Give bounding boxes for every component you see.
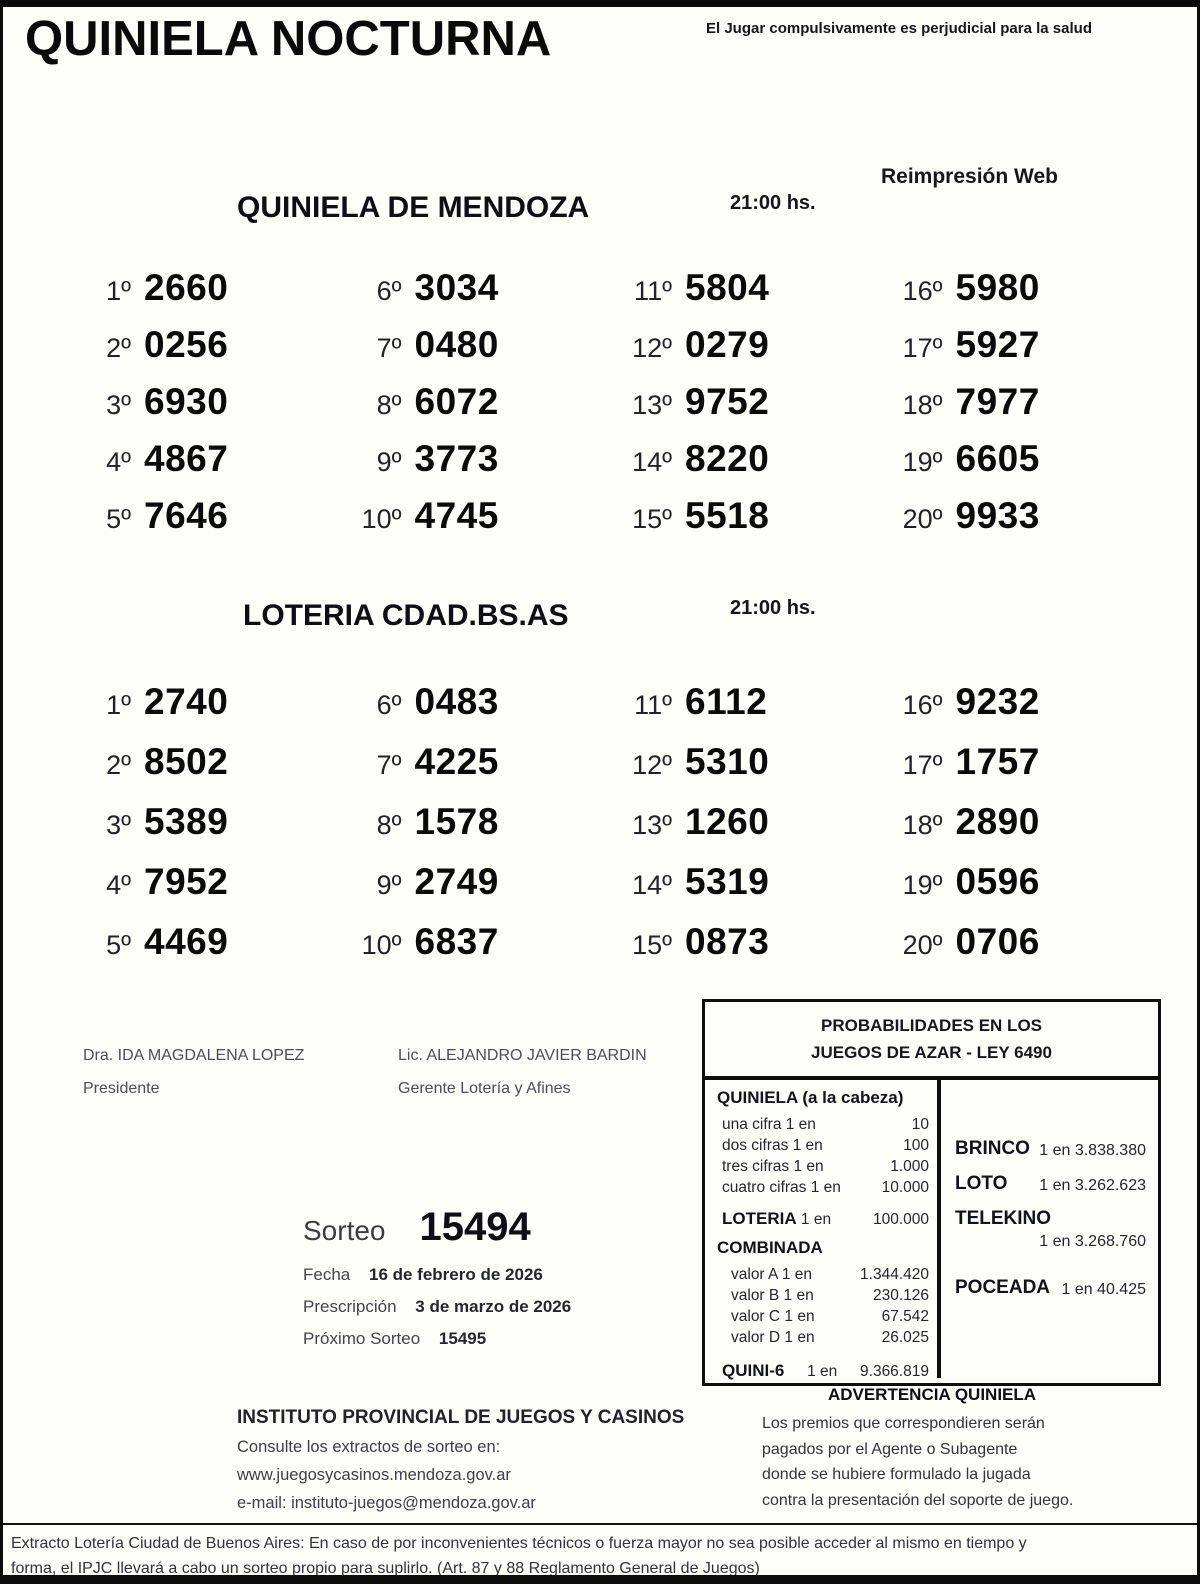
probabilities-body	[705, 1080, 1158, 1378]
result-rank: 18º	[902, 390, 943, 420]
result-cell	[336, 681, 607, 741]
draw-title-mendoza: QUINIELA DE MENDOZA	[237, 191, 590, 224]
result-cell	[336, 438, 607, 495]
result-cell	[65, 801, 336, 861]
result-rank: 11º	[634, 276, 672, 306]
instituto-consulte-line: Consulte los extractos de sorteo en:	[237, 1438, 501, 1456]
result-cell	[606, 267, 877, 324]
result-rank: 20º	[902, 930, 943, 960]
fecha-line	[303, 1265, 571, 1285]
result-cell	[336, 267, 607, 324]
result-cell	[606, 741, 877, 801]
game-name: BRINCO	[955, 1138, 1030, 1159]
result-number: 2890	[955, 801, 1040, 842]
result-cell	[336, 381, 607, 438]
result-cell	[606, 324, 877, 381]
result-rank: 19º	[902, 870, 943, 900]
game-odds-brinco	[955, 1138, 1146, 1160]
loteria-value: 100.000	[872, 1211, 929, 1228]
probabilities-right-column	[941, 1080, 1158, 1378]
signature-name: Dra. IDA MAGDALENA LOPEZ	[83, 1047, 305, 1064]
result-number: 4225	[414, 741, 499, 782]
result-rank: 5º	[106, 930, 131, 960]
loteria-label: LOTERIA	[722, 1209, 797, 1228]
result-number: 5804	[685, 267, 770, 308]
loteria-label-group	[722, 1208, 831, 1230]
result-cell	[65, 741, 336, 801]
loteria-row	[717, 1208, 929, 1230]
game-name: LOTO	[955, 1173, 1008, 1194]
result-cell	[65, 267, 336, 324]
result-number: 0256	[144, 324, 229, 365]
result-number: 5980	[955, 267, 1040, 308]
quini6-label: QUINI-6	[722, 1361, 785, 1380]
prescripcion-value: 3 de marzo de 2026	[415, 1297, 572, 1316]
result-number: 0279	[685, 324, 770, 365]
result-number: 5319	[685, 861, 770, 902]
result-rank: 14º	[632, 870, 672, 900]
result-number: 5389	[144, 801, 229, 842]
instituto-name: INSTITUTO PROVINCIAL DE JUEGOS Y CASINOS	[237, 1407, 685, 1428]
instituto-block	[237, 1407, 684, 1513]
sorteo-line	[303, 1205, 571, 1250]
result-rank: 13º	[632, 810, 672, 840]
probability-label: valor D 1 en	[731, 1329, 815, 1346]
result-cell	[65, 921, 336, 981]
result-rank: 16º	[902, 276, 943, 306]
result-rank: 2º	[106, 750, 131, 780]
result-number: 1757	[955, 741, 1040, 782]
result-number: 0596	[955, 861, 1040, 902]
probability-label: una cifra 1 en	[722, 1116, 816, 1133]
result-cell	[65, 381, 336, 438]
result-number: 6112	[685, 681, 768, 722]
probability-label: valor B 1 en	[731, 1287, 814, 1304]
result-cell	[877, 381, 1148, 438]
advertencia-title: ADVERTENCIA QUINIELA	[827, 1385, 1037, 1404]
probability-value: 1.000	[890, 1158, 929, 1175]
result-number: 3773	[414, 438, 499, 479]
result-number: 8220	[685, 438, 770, 479]
result-cell	[65, 438, 336, 495]
probability-label: dos cifras 1 en	[722, 1137, 823, 1154]
health-warning: El Jugar compulsivamente es perjudicial para la salud	[706, 20, 1092, 37]
result-number: 6072	[414, 381, 499, 422]
result-number: 9933	[955, 495, 1040, 536]
result-number: 0483	[414, 681, 499, 722]
footer-line: forma, el IPJC llevará a cabo un sorteo propio para suplirlo. (Art. 87 y 88 Reglamento General de Juegos)	[11, 1560, 760, 1577]
instituto-email: e-mail: instituto-juegos@mendoza.gov.ar	[237, 1494, 536, 1512]
probability-value: 10	[911, 1116, 929, 1133]
probability-row	[717, 1306, 929, 1327]
result-cell	[877, 438, 1148, 495]
result-rank: 17º	[902, 750, 943, 780]
footer-disclaimer	[3, 1523, 1197, 1581]
result-cell	[336, 801, 607, 861]
result-rank: 10º	[361, 930, 402, 960]
result-rank: 20º	[902, 504, 943, 534]
advertencia-line: donde se hubiere formulado la jugada	[762, 1466, 1031, 1483]
result-number: 1578	[414, 801, 499, 842]
result-rank: 16º	[902, 690, 943, 720]
result-rank: 1º	[106, 276, 131, 306]
probability-row	[717, 1327, 929, 1348]
result-number: 2740	[144, 681, 229, 722]
result-rank: 8º	[376, 810, 402, 840]
result-rank: 5º	[106, 504, 131, 534]
prescripcion-label: Prescripción	[303, 1297, 397, 1316]
result-number: 6605	[955, 438, 1040, 479]
prescripcion-line	[303, 1297, 571, 1317]
instituto-website: www.juegosycasinos.mendoza.gov.ar	[237, 1466, 511, 1484]
quini6-value: 9.366.819	[860, 1363, 929, 1380]
signature-presidente	[83, 1047, 304, 1098]
result-cell	[65, 324, 336, 381]
footer-line: Extracto Lotería Ciudad de Buenos Aires: En caso de por inconvenientes técnicos o fuerza mayor no sea posible acceder al mismo en tiempo y	[11, 1535, 1027, 1552]
result-number: 0873	[685, 921, 770, 962]
result-rank: 11º	[634, 690, 672, 720]
quini6-row	[717, 1360, 929, 1382]
probability-row	[717, 1285, 929, 1306]
result-number: 1260	[685, 801, 770, 842]
game-name: POCEADA	[955, 1277, 1051, 1298]
game-odds-telekino	[955, 1208, 1146, 1251]
probability-row	[717, 1114, 929, 1135]
result-number: 2749	[414, 861, 499, 902]
result-cell	[606, 801, 877, 861]
signature-role: Presidente	[83, 1080, 160, 1097]
result-rank: 2º	[106, 333, 131, 363]
result-cell	[606, 438, 877, 495]
fecha-label: Fecha	[303, 1265, 351, 1284]
result-number: 5310	[685, 741, 770, 782]
advertencia-line: pagados por el Agente o Subagente	[762, 1440, 1018, 1458]
quini6-label-group	[722, 1360, 784, 1382]
result-number: 5927	[955, 324, 1040, 365]
result-number: 6837	[414, 921, 499, 962]
result-number: 6930	[144, 381, 229, 422]
result-number: 0706	[955, 921, 1040, 962]
result-cell	[65, 861, 336, 921]
sorteo-label: Sorteo	[303, 1215, 386, 1246]
result-rank: 19º	[902, 447, 943, 477]
draw-time-bsas: 21:00 hs.	[730, 597, 816, 619]
probability-value: 67.542	[881, 1308, 929, 1325]
result-rank: 3º	[106, 390, 131, 420]
result-cell	[336, 324, 607, 381]
page-title: QUINIELA NOCTURNA	[25, 12, 552, 66]
results-grid-mendoza	[65, 267, 1147, 552]
proximo-sorteo-value: 15495	[438, 1329, 487, 1348]
probability-row	[717, 1177, 929, 1198]
advertencia-line: contra la presentación del soporte de juego.	[762, 1491, 1074, 1509]
game-odds: 1 en 40.425	[1061, 1281, 1146, 1298]
result-number: 4469	[144, 921, 229, 962]
result-rank: 10º	[361, 504, 402, 534]
result-cell	[606, 381, 877, 438]
result-cell	[606, 861, 877, 921]
game-odds-poceada	[955, 1277, 1146, 1299]
result-cell	[877, 267, 1148, 324]
draw-title-bsas: LOTERIA CDAD.BS.AS	[243, 599, 569, 632]
result-rank: 6º	[376, 276, 402, 306]
result-cell	[336, 495, 607, 552]
result-number: 4745	[414, 495, 499, 536]
result-number: 9232	[955, 681, 1040, 722]
result-rank: 3º	[106, 810, 131, 840]
result-rank: 9º	[376, 870, 402, 900]
result-rank: 4º	[106, 447, 131, 477]
result-rank: 12º	[632, 333, 672, 363]
probability-label: tres cifras 1 en	[722, 1158, 824, 1175]
result-cell	[336, 921, 607, 981]
probabilities-title-line1: PROBABILIDADES EN LOS	[820, 1015, 1043, 1035]
results-grid-bsas	[65, 681, 1147, 981]
result-cell	[65, 681, 336, 741]
result-rank: 9º	[376, 447, 402, 477]
proximo-sorteo-label: Próximo Sorteo	[303, 1329, 421, 1348]
advertencia-text	[706, 1411, 1158, 1513]
result-cell	[877, 324, 1148, 381]
result-cell	[877, 681, 1148, 741]
result-cell	[336, 861, 607, 921]
loteria-mid: 1 en	[800, 1211, 832, 1228]
proximo-sorteo-line	[303, 1329, 571, 1349]
game-odds: 1 en 3.838.380	[1039, 1142, 1146, 1159]
result-number: 7977	[955, 381, 1040, 422]
probability-value: 230.126	[872, 1287, 929, 1304]
probability-label: valor A 1 en	[731, 1266, 813, 1283]
probability-value: 26.025	[881, 1329, 929, 1346]
advertencia-block	[706, 1385, 1158, 1513]
probability-value: 100	[903, 1137, 929, 1154]
result-rank: 8º	[376, 390, 402, 420]
result-number: 9752	[685, 381, 770, 422]
result-cell	[336, 741, 607, 801]
result-rank: 17º	[902, 333, 943, 363]
result-rank: 7º	[376, 750, 402, 780]
result-cell	[606, 921, 877, 981]
result-number: 7646	[144, 495, 229, 536]
result-number: 0480	[414, 324, 499, 365]
game-odds: 1 en 3.262.623	[1039, 1177, 1146, 1194]
result-number: 4867	[144, 438, 229, 479]
result-rank: 18º	[902, 810, 943, 840]
probability-label: valor C 1 en	[731, 1308, 815, 1325]
result-rank: 15º	[632, 930, 672, 960]
result-rank: 14º	[632, 447, 672, 477]
result-number: 3034	[414, 267, 499, 308]
advertencia-line: Los premios que correspondieren serán	[762, 1415, 1045, 1432]
result-rank: 1º	[106, 690, 131, 720]
probability-value: 1.344.420	[860, 1266, 929, 1283]
probabilities-header	[705, 1002, 1158, 1080]
combinada-section-header: COMBINADA	[717, 1238, 823, 1257]
reprint-web-label: Reimpresión Web	[881, 165, 1058, 188]
draw-info-block	[303, 1205, 571, 1349]
result-cell	[877, 495, 1148, 552]
result-number: 5518	[685, 495, 770, 536]
result-cell	[877, 741, 1148, 801]
result-number: 7952	[144, 861, 229, 902]
probability-label: cuatro cifras 1 en	[722, 1179, 841, 1196]
sorteo-number: 15494	[419, 1205, 531, 1249]
probabilities-title-line2: JUEGOS DE AZAR - LEY 6490	[811, 1042, 1052, 1062]
game-odds-loto	[955, 1173, 1146, 1195]
game-name: TELEKINO	[955, 1208, 1052, 1229]
signature-gerente	[398, 1047, 647, 1098]
signature-name: Lic. ALEJANDRO JAVIER BARDIN	[398, 1047, 647, 1064]
probability-row	[717, 1135, 929, 1156]
result-cell	[877, 801, 1148, 861]
result-cell	[877, 861, 1148, 921]
result-rank: 4º	[106, 870, 131, 900]
draw-time-mendoza: 21:00 hs.	[730, 192, 816, 214]
signature-role: Gerente Lotería y Afines	[398, 1080, 571, 1097]
result-rank: 15º	[632, 504, 672, 534]
probabilities-left-column	[705, 1080, 941, 1378]
game-odds: 1 en 3.268.760	[1039, 1233, 1146, 1250]
quiniela-section-header: QUINIELA (a la cabeza)	[717, 1088, 904, 1107]
result-cell	[877, 921, 1148, 981]
result-rank: 7º	[376, 333, 402, 363]
result-rank: 6º	[376, 690, 402, 720]
probabilities-box	[702, 999, 1161, 1386]
probability-row	[717, 1264, 929, 1285]
result-number: 2660	[144, 267, 229, 308]
result-cell	[606, 681, 877, 741]
result-cell	[65, 495, 336, 552]
probability-value: 10.000	[881, 1179, 929, 1196]
result-rank: 12º	[632, 750, 672, 780]
result-rank: 13º	[632, 390, 672, 420]
fecha-value: 16 de febrero de 2026	[368, 1265, 543, 1284]
result-cell	[606, 495, 877, 552]
quini6-mid: 1 en	[807, 1363, 838, 1380]
result-number: 8502	[144, 741, 229, 782]
probability-row	[717, 1156, 929, 1177]
